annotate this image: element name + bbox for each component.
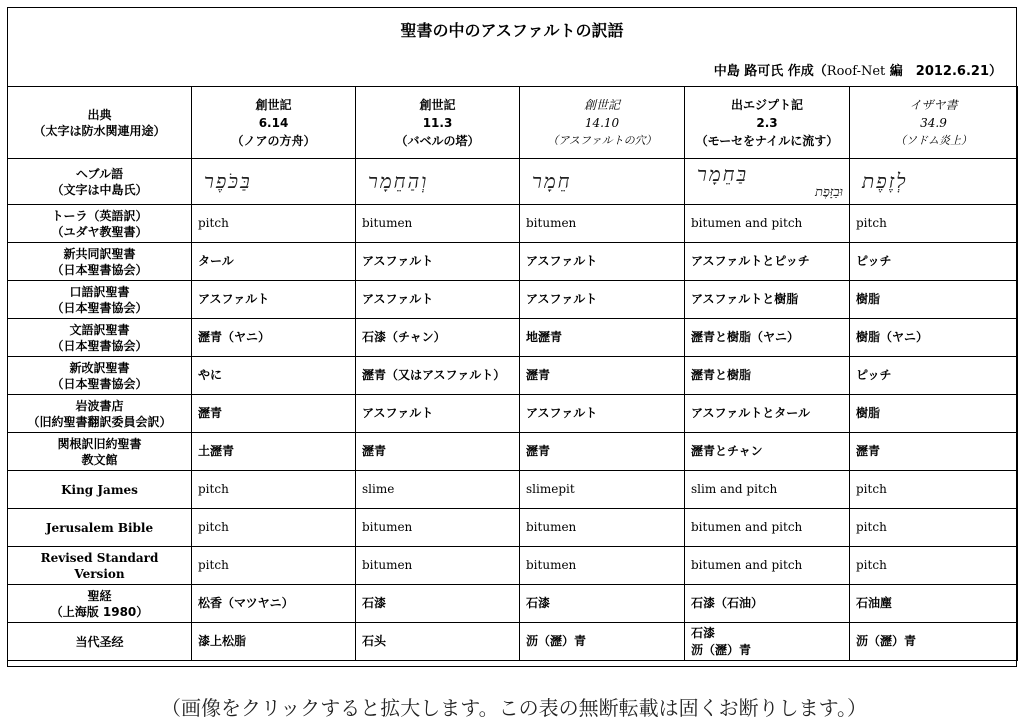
header-book: 創世記 xyxy=(255,97,292,112)
row-source-cell xyxy=(8,243,192,281)
table-row xyxy=(8,281,1018,319)
translation-cell: ピッチ xyxy=(850,243,1018,281)
row-source-line: （文字は中島氏） xyxy=(51,182,148,197)
translation-cell: bitumen xyxy=(356,509,520,547)
translation-cell: アスファルト xyxy=(520,281,685,319)
translation-cell: bitumen and pitch xyxy=(685,205,850,243)
row-source-line: （ユダヤ教聖書） xyxy=(51,224,148,239)
author-credit xyxy=(714,60,1002,79)
row-source-line: 教文館 xyxy=(81,452,118,467)
header-note: （アスファルトの穴） xyxy=(547,133,657,147)
hebrew-handwriting-cell xyxy=(850,159,1018,205)
header-ref: 2.3 xyxy=(756,115,778,130)
header-book: 創世記 xyxy=(583,97,620,112)
translation-cell: 樹脂（ヤニ） xyxy=(850,319,1018,357)
header-source-line: 出典 xyxy=(87,107,112,122)
translation-cell: タール xyxy=(192,243,356,281)
header-source-line: （太字は防水関連用途） xyxy=(33,123,166,138)
hebrew-handwriting-cell xyxy=(685,159,850,205)
translation-cell: pitch xyxy=(192,205,356,243)
translation-cell: 瀝青 xyxy=(192,395,356,433)
translation-cell: 瀝青（又はアスファルト） xyxy=(356,357,520,395)
translation-cell: pitch xyxy=(192,547,356,585)
page-title: 聖書の中のアスファルトの訳語 xyxy=(400,21,624,40)
header-note: （モーセをナイルに流す） xyxy=(695,133,839,148)
translation-cell: 瀝青 xyxy=(850,433,1018,471)
table-row xyxy=(8,585,1018,623)
header-note: （ソドム炎上） xyxy=(895,133,972,147)
author-jp: 中島 路可氏 作成（ xyxy=(713,64,827,79)
row-source-cell xyxy=(8,585,192,623)
row-source-cell xyxy=(8,433,192,471)
translation-cell: pitch xyxy=(850,509,1018,547)
translation-cell: bitumen xyxy=(356,547,520,585)
hebrew-handwriting-cell xyxy=(192,159,356,205)
table-row xyxy=(8,623,1018,661)
translation-cell: ピッチ xyxy=(850,357,1018,395)
hebrew-word-secondary: וּבַזָּפֶת xyxy=(815,185,843,200)
translation-cell: pitch xyxy=(850,205,1018,243)
translation-cell: アスファルトとピッチ xyxy=(685,243,850,281)
row-source-cell xyxy=(8,509,192,547)
row-source-line: 文語訳聖書 xyxy=(69,322,130,337)
row-source-cell xyxy=(8,395,192,433)
row-source-line: King James xyxy=(61,482,138,497)
translation-cell: bitumen and pitch xyxy=(685,547,850,585)
translation-cell: 石漆（チャン） xyxy=(356,319,520,357)
row-source-line: Revised Standard Version xyxy=(40,550,159,581)
row-source-line: （日本聖書協会） xyxy=(51,300,148,315)
translation-cell: slimepit xyxy=(520,471,685,509)
translation-cell: pitch xyxy=(192,509,356,547)
header-ref: 11.3 xyxy=(422,115,453,130)
table-row xyxy=(8,547,1018,585)
table-row xyxy=(8,509,1018,547)
translation-cell: アスファルト xyxy=(356,243,520,281)
row-source-line: （日本聖書協会） xyxy=(51,262,148,277)
row-source-line: トーラ（英語訳） xyxy=(51,208,148,223)
row-source-line: （上海版 1980） xyxy=(50,604,149,619)
translation-cell: アスファルト xyxy=(356,395,520,433)
row-source-line: （旧約聖書翻訳委員会訳） xyxy=(27,414,172,429)
translation-cell: 石头 xyxy=(356,623,520,661)
header-verse-cell xyxy=(685,87,850,159)
header-verse-cell xyxy=(192,87,356,159)
translation-cell: 漆上松脂 xyxy=(192,623,356,661)
translation-cell: pitch xyxy=(850,547,1018,585)
translation-cell: 沥（瀝）青 xyxy=(850,623,1018,661)
translation-cell: アスファルト xyxy=(192,281,356,319)
translation-cell: やに xyxy=(192,357,356,395)
header-row xyxy=(8,87,1018,159)
header-note: （ノアの方舟） xyxy=(231,133,316,148)
translation-table xyxy=(7,86,1018,661)
hebrew-word: וְהַחֵמָר xyxy=(368,169,429,193)
row-source-line: ヘブル語 xyxy=(75,166,124,181)
author-site: Roof-Net xyxy=(826,64,886,79)
translation-cell: bitumen xyxy=(520,509,685,547)
row-source-line: 関根訳旧約聖書 xyxy=(57,436,142,451)
author-date: 編 2012.6.21） xyxy=(885,64,1002,79)
table-sheet xyxy=(7,7,1017,667)
translation-cell: bitumen xyxy=(356,205,520,243)
hebrew-handwriting-cell xyxy=(356,159,520,205)
translation-cell: 石漆（石油） xyxy=(685,585,850,623)
translation-cell: アスファルトとタール xyxy=(685,395,850,433)
translation-cell: 石漆 xyxy=(520,585,685,623)
hebrew-word: לְזֶפֶת xyxy=(862,169,908,193)
hebrew-row xyxy=(8,159,1018,205)
table-row xyxy=(8,433,1018,471)
row-source-line: 口語訳聖書 xyxy=(69,284,130,299)
table-row xyxy=(8,395,1018,433)
header-source-cell xyxy=(8,87,192,159)
hebrew-word: בַּחֵמָר xyxy=(697,162,749,186)
translation-cell: pitch xyxy=(192,471,356,509)
header-verse-cell xyxy=(850,87,1018,159)
table-row xyxy=(8,243,1018,281)
header-book: 創世記 xyxy=(419,97,456,112)
translation-cell: 瀝青（ヤニ） xyxy=(192,319,356,357)
translation-cell: bitumen xyxy=(520,205,685,243)
translation-cell: アスファルト xyxy=(520,395,685,433)
translation-cell: 土瀝青 xyxy=(192,433,356,471)
header-note: （バベルの塔） xyxy=(395,133,480,148)
translation-cell: 瀝青と樹脂（ヤニ） xyxy=(685,319,850,357)
translation-cell: slime xyxy=(356,471,520,509)
row-source-cell xyxy=(8,281,192,319)
header-ref: 14.10 xyxy=(584,115,620,130)
translation-cell: pitch xyxy=(850,471,1018,509)
row-source-line: 当代圣经 xyxy=(75,634,124,649)
translation-cell: 石漆 xyxy=(356,585,520,623)
hebrew-word: בַּכֹּפֶר xyxy=(204,169,252,193)
row-source-line: 岩波書店 xyxy=(75,398,124,413)
row-source-line: 聖経 xyxy=(87,588,112,603)
table-row xyxy=(8,357,1018,395)
row-source-line: 新共同訳聖書 xyxy=(63,246,136,261)
row-source-cell xyxy=(8,471,192,509)
row-source-line: Jerusalem Bible xyxy=(45,520,154,535)
translation-cell: 石油塵 xyxy=(850,585,1018,623)
translation-cell: アスファルト xyxy=(356,281,520,319)
header-ref: 34.9 xyxy=(920,115,947,130)
row-source-cell xyxy=(8,623,192,661)
header-verse-cell xyxy=(356,87,520,159)
translation-cell: 瀝青と樹脂 xyxy=(685,357,850,395)
translation-cell: アスファルト xyxy=(520,243,685,281)
header-verse-cell xyxy=(520,87,685,159)
image-caption[interactable]: （画像をクリックすると拡大します。この表の無断転載は固くお断りします。） xyxy=(161,696,867,720)
translation-cell: 石漆 沥（瀝）青 xyxy=(685,623,850,661)
table-row xyxy=(8,471,1018,509)
translation-cell: アスファルトと樹脂 xyxy=(685,281,850,319)
translation-cell: 瀝青 xyxy=(520,357,685,395)
translation-cell: 瀝青 xyxy=(356,433,520,471)
header-book: イザヤ書 xyxy=(909,97,958,112)
row-source-line: （日本聖書協会） xyxy=(51,376,148,391)
row-source-line: 新改訳聖書 xyxy=(69,360,130,375)
table-row xyxy=(8,205,1018,243)
translation-cell: 地瀝青 xyxy=(520,319,685,357)
hebrew-word: חֵמָר xyxy=(532,169,572,193)
row-source-cell xyxy=(8,319,192,357)
header-book: 出エジプト記 xyxy=(730,97,803,112)
row-source-cell xyxy=(8,547,192,585)
table-row xyxy=(8,319,1018,357)
row-source-line: （日本聖書協会） xyxy=(51,338,148,353)
hebrew-handwriting-cell xyxy=(520,159,685,205)
translation-cell: 樹脂 xyxy=(850,395,1018,433)
translation-cell: 瀝青とチャン xyxy=(685,433,850,471)
row-source-cell xyxy=(8,205,192,243)
translation-cell: slim and pitch xyxy=(685,471,850,509)
translation-cell: 沥（瀝）青 xyxy=(520,623,685,661)
translation-cell: 樹脂 xyxy=(850,281,1018,319)
row-source-cell xyxy=(8,357,192,395)
translation-cell: 松香（マツヤニ） xyxy=(192,585,356,623)
translation-cell: bitumen xyxy=(520,547,685,585)
translation-cell: bitumen and pitch xyxy=(685,509,850,547)
row-source-cell xyxy=(8,159,192,205)
translation-cell: 瀝青 xyxy=(520,433,685,471)
header-ref: 6.14 xyxy=(258,115,289,130)
